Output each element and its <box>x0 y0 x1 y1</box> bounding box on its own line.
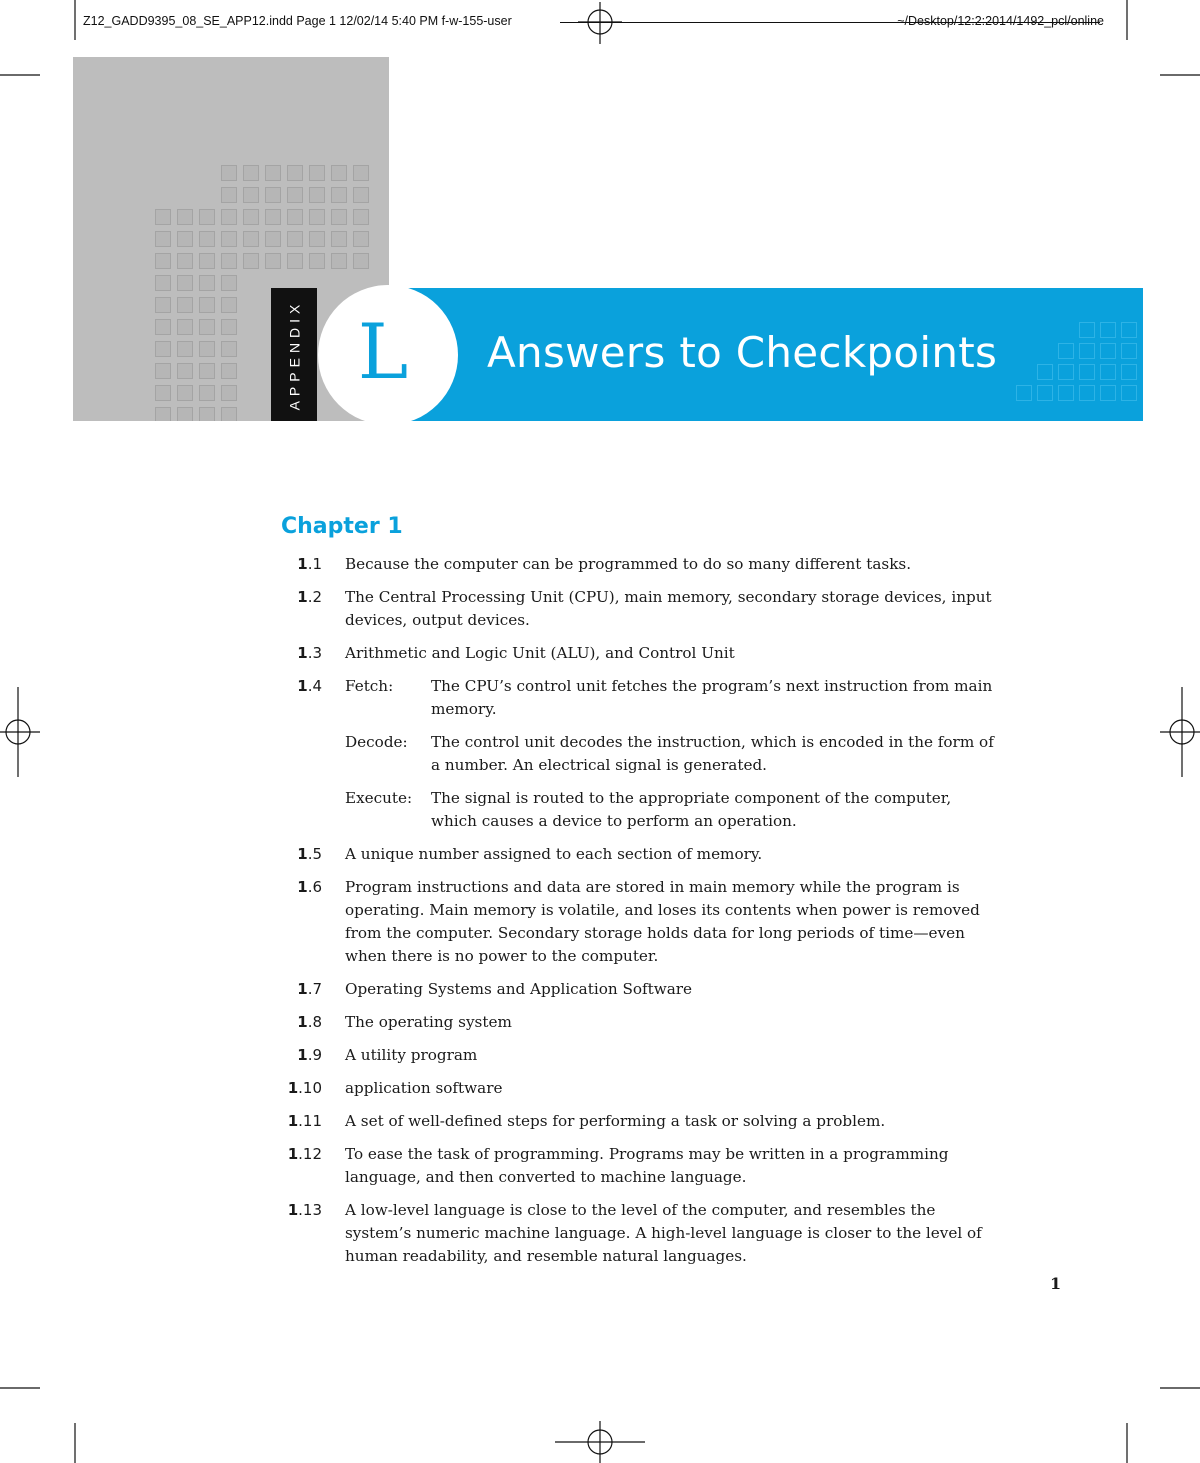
pattern-square <box>1121 364 1137 380</box>
pattern-square <box>243 165 259 181</box>
pattern-square <box>353 187 369 203</box>
slug-left: Z12_GADD9395_08_SE_APP12.indd Page 1 12/02/14 5:40 PM f-w-155-user <box>83 14 512 28</box>
pattern-square <box>1079 364 1095 380</box>
pattern-square <box>1058 364 1074 380</box>
pattern-square <box>331 231 347 247</box>
pattern-square <box>287 187 303 203</box>
pattern-square <box>1058 385 1074 401</box>
pattern-square <box>243 209 259 225</box>
step-label: Execute: <box>345 789 413 807</box>
pattern-square <box>331 209 347 225</box>
pattern-square <box>199 319 215 335</box>
answer-text: Because the computer can be programmed to do so many different tasks. <box>345 555 912 573</box>
pattern-square <box>221 275 237 291</box>
answer-item <box>282 586 1022 632</box>
pattern-square <box>155 275 171 291</box>
answer-text: A low-level language is close to the level of the computer, and resembles the system’s numeric machine language. A high-level language is closer to the level of human readability, and resemble natural languages. <box>345 1201 982 1265</box>
pattern-square <box>155 209 171 225</box>
answer-item <box>282 978 1022 1001</box>
answer-item <box>282 553 1022 576</box>
slug-right: ~/Desktop/12:2:2014/1492_pcl/online <box>897 14 1104 28</box>
pattern-square <box>1037 364 1053 380</box>
answer-number: 1.7 <box>297 980 322 998</box>
chapter-heading: Chapter 1 <box>281 514 403 539</box>
answer-number: 1.2 <box>297 588 322 606</box>
pattern-square <box>1121 385 1137 401</box>
step-text: The CPU’s control unit fetches the program’s next instruction from main memory. <box>431 677 993 718</box>
pattern-square <box>155 385 171 401</box>
pattern-square <box>199 297 215 313</box>
pattern-square <box>221 341 237 357</box>
answer-number: 1.3 <box>297 644 322 662</box>
answer-step <box>345 675 995 721</box>
answer-number: 1.4 <box>297 677 322 695</box>
pattern-square <box>221 165 237 181</box>
pattern-square <box>1100 385 1116 401</box>
pattern-square <box>309 231 325 247</box>
pattern-square <box>199 363 215 379</box>
pattern-square <box>155 297 171 313</box>
pattern-square <box>287 165 303 181</box>
answer-item <box>282 843 1022 866</box>
pattern-square <box>265 165 281 181</box>
pattern-square <box>177 253 193 269</box>
square-pattern <box>1016 322 1137 401</box>
pattern-square <box>221 363 237 379</box>
pattern-square <box>199 407 215 421</box>
pattern-square <box>243 231 259 247</box>
pattern-square <box>1100 322 1116 338</box>
pattern-square <box>177 231 193 247</box>
pattern-square <box>155 341 171 357</box>
pattern-square <box>309 253 325 269</box>
pattern-square <box>353 253 369 269</box>
answer-text: A set of well-defined steps for performing a task or solving a problem. <box>345 1112 886 1130</box>
answer-text: A unique number assigned to each section of memory. <box>345 845 763 863</box>
pattern-square <box>177 275 193 291</box>
step-text: The control unit decodes the instruction, which is encoded in the form of a number. An electrical signal is generated. <box>431 733 994 774</box>
answer-step <box>345 731 995 777</box>
pattern-square <box>309 165 325 181</box>
answer-number: 1.6 <box>297 878 322 896</box>
answer-number: 1.8 <box>297 1013 322 1031</box>
pattern-square <box>199 275 215 291</box>
step-text: The signal is routed to the appropriate component of the computer, which causes a device to perform an operation. <box>431 789 952 830</box>
answer-text: Program instructions and data are stored in main memory while the program is operating. Main memory is volatile, and loses its contents when power is removed from the computer. Secondary storage holds data for long periods of time—even when there is no power to the computer. <box>345 878 980 965</box>
pattern-square <box>221 253 237 269</box>
pattern-square <box>1121 343 1137 359</box>
answer-item <box>282 1077 1022 1100</box>
answer-item <box>282 1199 1022 1268</box>
pattern-square <box>177 363 193 379</box>
appendix-letter: L <box>357 307 409 396</box>
pattern-square <box>199 231 215 247</box>
answer-number: 1.12 <box>287 1145 322 1163</box>
answer-item <box>282 1011 1022 1034</box>
step-label: Fetch: <box>345 677 394 695</box>
appendix-label: APPENDIX <box>286 299 302 410</box>
pattern-square <box>353 231 369 247</box>
answer-number: 1.11 <box>287 1112 322 1130</box>
answer-item <box>282 675 1022 833</box>
pattern-square <box>331 253 347 269</box>
pattern-square <box>177 341 193 357</box>
answer-item <box>282 876 1022 968</box>
pattern-square <box>309 187 325 203</box>
answer-item <box>282 1110 1022 1133</box>
pattern-square <box>177 297 193 313</box>
answer-text: The operating system <box>345 1013 512 1031</box>
pattern-square <box>265 209 281 225</box>
pattern-square <box>1058 343 1074 359</box>
pattern-square <box>199 341 215 357</box>
pattern-square <box>287 231 303 247</box>
pattern-square <box>287 253 303 269</box>
answer-item <box>282 642 1022 665</box>
pattern-square <box>221 231 237 247</box>
step-label: Decode: <box>345 733 408 751</box>
pattern-square <box>221 385 237 401</box>
appendix-letter-circle <box>318 285 458 425</box>
answer-text: Arithmetic and Logic Unit (ALU), and Control Unit <box>345 644 735 662</box>
page-title: Answers to Checkpoints <box>487 328 998 377</box>
pattern-square <box>265 253 281 269</box>
pattern-square <box>287 209 303 225</box>
pattern-square <box>1079 322 1095 338</box>
pattern-square <box>155 253 171 269</box>
pattern-square <box>221 209 237 225</box>
pattern-square <box>331 165 347 181</box>
pattern-square <box>155 319 171 335</box>
pattern-square <box>309 209 325 225</box>
answer-text: The Central Processing Unit (CPU), main memory, secondary storage devices, input devices, output devices. <box>345 588 992 629</box>
answer-text: A utility program <box>345 1046 478 1064</box>
answer-step <box>345 787 995 833</box>
page-number: 1 <box>1050 1274 1062 1293</box>
pattern-square <box>155 407 171 421</box>
pattern-square <box>199 253 215 269</box>
answer-text: Operating Systems and Application Software <box>345 980 693 998</box>
pattern-square <box>1016 385 1032 401</box>
answer-number: 1.10 <box>287 1079 322 1097</box>
pattern-square <box>221 407 237 421</box>
pattern-square <box>353 165 369 181</box>
pattern-square <box>331 187 347 203</box>
pattern-square <box>177 319 193 335</box>
pattern-square <box>265 231 281 247</box>
pattern-square <box>177 385 193 401</box>
pattern-square <box>243 187 259 203</box>
answer-list <box>282 553 1022 1278</box>
pattern-square <box>199 209 215 225</box>
pattern-square <box>1079 385 1095 401</box>
pattern-square <box>221 297 237 313</box>
pattern-square <box>177 407 193 421</box>
answer-number: 1.13 <box>287 1201 322 1219</box>
pattern-square <box>221 187 237 203</box>
pattern-square <box>1100 343 1116 359</box>
answer-number: 1.1 <box>297 555 322 573</box>
answer-number: 1.5 <box>297 845 322 863</box>
pattern-square <box>155 231 171 247</box>
answer-item <box>282 1044 1022 1067</box>
pattern-square <box>1037 385 1053 401</box>
pattern-square <box>1100 364 1116 380</box>
pattern-square <box>243 253 259 269</box>
answer-text: To ease the task of programming. Programs may be written in a programming language, and then converted to machine language. <box>345 1145 949 1186</box>
pattern-square <box>1121 322 1137 338</box>
pattern-square <box>1079 343 1095 359</box>
pattern-square <box>177 209 193 225</box>
answer-number: 1.9 <box>297 1046 322 1064</box>
answer-item <box>282 1143 1022 1189</box>
pattern-square <box>265 187 281 203</box>
pattern-square <box>199 385 215 401</box>
pattern-square <box>353 209 369 225</box>
answer-text: application software <box>345 1079 503 1097</box>
pattern-square <box>155 363 171 379</box>
pattern-square <box>221 319 237 335</box>
